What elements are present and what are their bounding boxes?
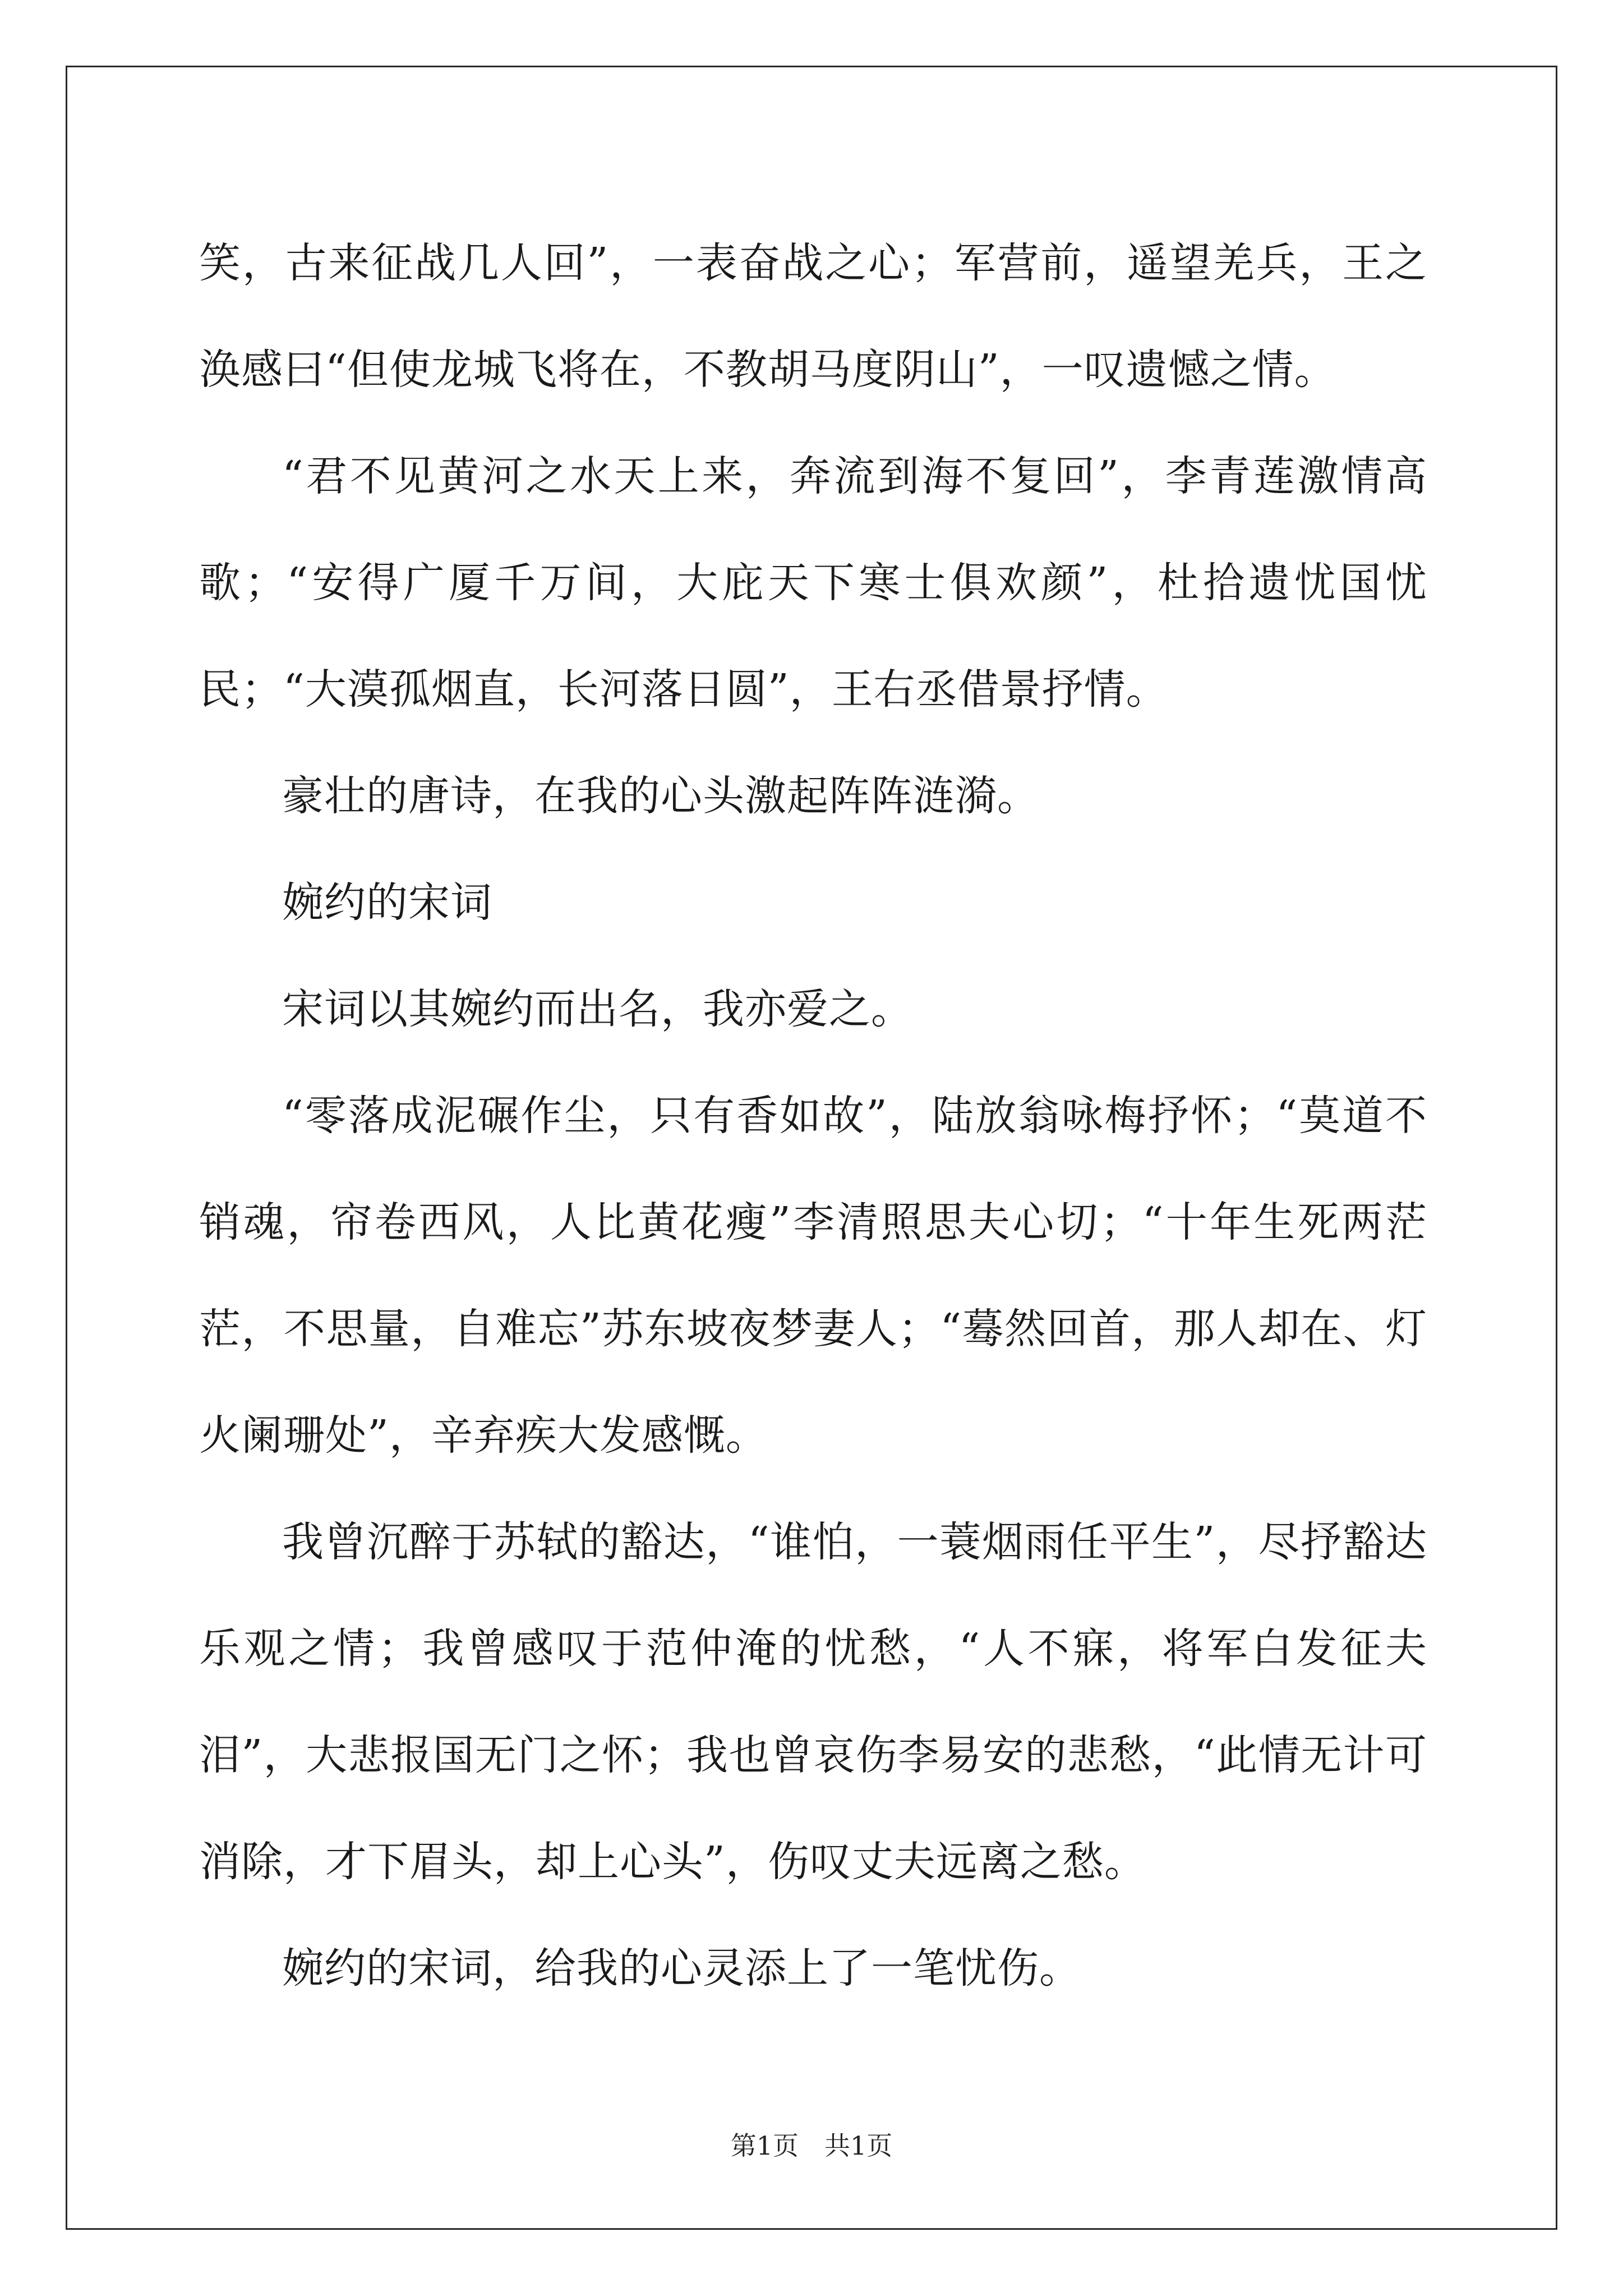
paragraph-7: 我曾沉醉于苏轼的豁达，“谁怕，一蓑烟雨任平生”，尽抒豁达乐观之情；我曾感叹于范仲淹的忧愁，“人不寐，将军白发征夫泪”，大悲报国无门之怀；我也曾哀伤李易安的悲愁，“此情无计可消除，才下眉头，却上心头”，伤叹丈夫远离之愁。	[199, 1518, 1427, 1886]
paragraph-1: 笑，古来征战几人回”，一表奋战之心；军营前，遥望羌兵，王之涣感曰“但使龙城飞将在，不教胡马度阴山”，一叹遗憾之情。	[199, 239, 1427, 394]
page-number-footer: 第1页 共1页	[730, 2131, 893, 2161]
document-body	[199, 210, 1427, 2022]
paragraph-3: 豪壮的唐诗，在我的心头激起阵阵涟漪。	[282, 772, 1039, 820]
section-heading: 婉约的宋词	[282, 878, 492, 927]
paragraph-8: 婉约的宋词，给我的心灵添上了一笔忧伤。	[282, 1944, 1081, 1993]
paragraph-5: 宋词以其婉约而出名，我亦爱之。	[282, 985, 913, 1033]
paragraph-6: “零落成泥碾作尘，只有香如故”，陆放翁咏梅抒怀；“莫道不销魂，帘卷西风，人比黄花瘦”李清照思夫心切；“十年生死两茫茫，不思量，自难忘”苏东坡夜梦妻人；“蓦然回首，那人却在、灯火阑珊处”，辛弃疾大发感慨。	[199, 1092, 1427, 1460]
paragraph-2: “君不见黄河之水天上来，奔流到海不复回”，李青莲激情高歌；“安得广厦千万间，大庇天下寒士俱欢颜”，杜拾遗忧国忧民；“大漠孤烟直，长河落日圆”，王右丞借景抒情。	[199, 452, 1427, 714]
